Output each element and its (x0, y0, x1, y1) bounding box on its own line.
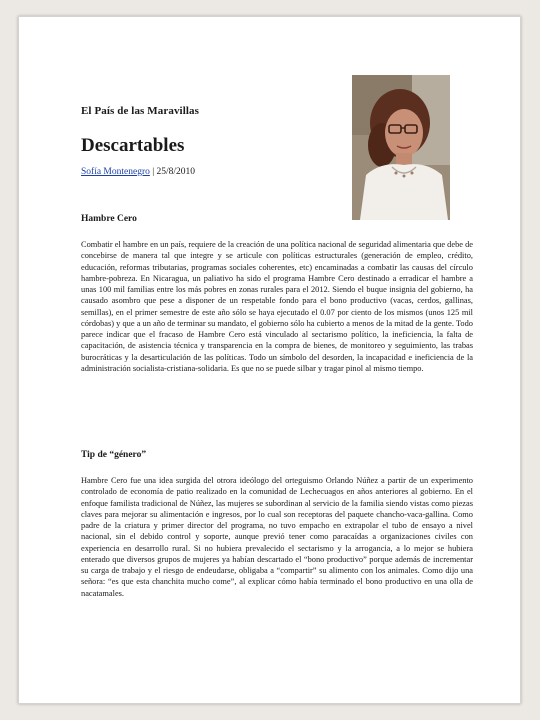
article-date: | 25/8/2010 (149, 167, 196, 177)
author-photo (352, 75, 450, 220)
heading-hambre-cero: Hambre Cero (81, 214, 137, 224)
heading-tip-genero: Tip de “género” (81, 450, 147, 460)
paragraph-1: Combatir el hambre en un país, requiere de la creación de una política nacional de seguridad alimentaria que debe de concebirse de manera tal que integre y se articule con políticas estructurales (generación de empleo, crédito, educación, reformas tributarias, programas sociales coherentes, etc) encaminadas a combatir las causas del círculo hambre-pobreza. En Nicaragua, un paliativo ha sido el programa Hambre Cero destinado a erradicar el hambre a unas 100 mil familias entre los más pobres en zonas rurales para el 2012. Siendo el buque insignia del gobierno, ha causado asombro que pese a disponer de un respetable fondo para el bono productivo (vacas, cerdos, gallinas, semillas), en el primer semestre de este año sólo se haya ejecutado el 0.07 por ciento de los mismos (unos 125 mil córdobas) y que a un año de terminar su mandato, el gobierno sólo ha cubierto a menos de la mitad de la gente. Todo parece indicar que el fracaso de Hambre Cero está vinculado al sectarismo político, la ineficiencia, la falta de capacitación, de asistencia técnica y transparencia en la compra de bienes, de monitoreo y seguimiento, las trabas burocráticas y la desarticulación de las políticas. Todo un símbolo del desorden, la incapacidad e ineficiencia de la administración socialista-cristiana-solidaria. Es que no se puede silbar y tragar pinol al mismo tiempo. (81, 240, 473, 373)
paragraph-2: Hambre Cero fue una idea surgida del otrora ideólogo del orteguismo Orlando Núñez a partir de un experimento controlado de economía de patio realizado en la comunidad de Lechecuagos en años anteriores al gobierno. En el enfoque familista tradicional de Núñez, las mujeres se subordinan al servicio de la familia siendo vistas como piezas claves para mejorar su alimentación e ingresos, por lo cual son receptoras del paquete chancho-vaca-gallina. Como padre de la criatura y primer director del programa, no tuvo empacho en extrapolar el tubo de ensayo a nivel nacional, sin el debido control y soporte, aunque previó tener como paracaídas a organizaciones civiles con experiencia en desarrollo rural. Si no hubiera prevalecido el sectarismo y la arrogancia, a lo mejor se hubiera enterado que diversos grupos de mujeres ya habían descartado el “bono productivo” porque además de incrementar su carga de trabajo y el riesgo de endeudarse, obligaba a “compartir” su alimento con los animales. Como dijo una señora: “es que esta chanchita mucho come”, al explicar cómo había terminado el bono productivo en una olla de nacatamales. (81, 476, 473, 598)
section-label: El País de las Maravillas (81, 105, 199, 117)
document-page (18, 16, 521, 704)
author-link[interactable]: Sofía Montenegro (81, 167, 150, 177)
author-portrait-icon (352, 75, 450, 220)
article-title: Descartables (81, 135, 185, 156)
byline (81, 167, 195, 177)
